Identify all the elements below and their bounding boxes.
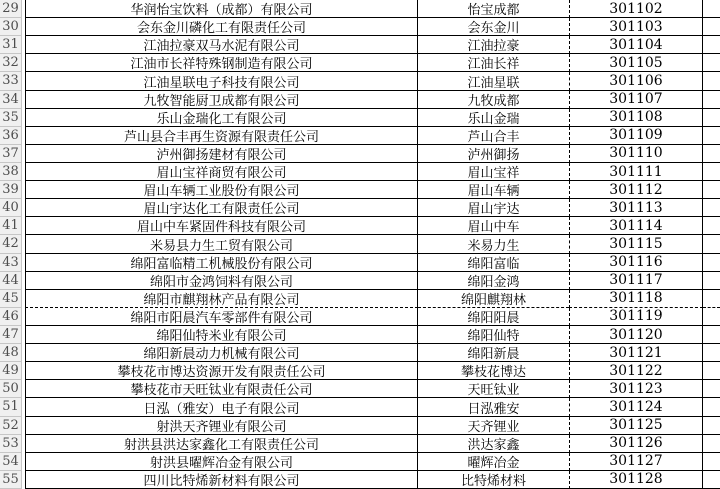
table-row <box>25 91 720 109</box>
row-header[interactable]: 50 <box>0 380 22 398</box>
code-cell[interactable]: 301128 <box>569 471 703 489</box>
code-cell[interactable]: 301102 <box>569 0 703 18</box>
empty-cell[interactable] <box>703 127 720 145</box>
table-row <box>25 72 720 90</box>
table-row <box>25 254 720 272</box>
short-name-cell[interactable]: 怡宝成都 <box>418 0 569 18</box>
empty-cell[interactable] <box>703 290 720 308</box>
code-cell[interactable]: 301108 <box>569 109 703 127</box>
code-cell[interactable]: 301119 <box>569 308 703 326</box>
empty-cell[interactable] <box>703 326 720 344</box>
company-name-cell[interactable]: 绵阳市阳晨汽车零部件有限公司 <box>25 308 418 326</box>
row-header[interactable]: 32 <box>0 54 22 72</box>
empty-cell[interactable] <box>703 54 720 72</box>
code-cell[interactable]: 301123 <box>569 380 703 398</box>
empty-cell[interactable] <box>703 235 720 253</box>
table-row <box>25 145 720 163</box>
row-header[interactable]: 46 <box>0 308 22 326</box>
empty-cell[interactable] <box>703 471 720 489</box>
table-row <box>25 380 720 398</box>
row-header[interactable]: 49 <box>0 362 22 380</box>
empty-cell[interactable] <box>703 344 720 362</box>
short-name-cell[interactable]: 绵阳阳晨 <box>418 308 569 326</box>
short-name-cell[interactable]: 比特烯材料 <box>418 471 569 489</box>
empty-cell[interactable] <box>703 308 720 326</box>
code-cell[interactable]: 301125 <box>569 417 703 435</box>
company-name-cell[interactable]: 乐山金瑞化工有限公司 <box>25 109 418 127</box>
table-row <box>25 344 720 362</box>
table-row <box>25 435 720 453</box>
short-name-cell[interactable]: 攀枝花博达 <box>418 362 569 380</box>
table-row <box>25 417 720 435</box>
short-name-cell[interactable]: 泸州御扬 <box>418 145 569 163</box>
code-cell[interactable]: 301104 <box>569 36 703 54</box>
empty-cell[interactable] <box>703 417 720 435</box>
company-name-cell[interactable]: 绵阳仙特米业有限公司 <box>25 326 418 344</box>
code-cell[interactable]: 301122 <box>569 362 703 380</box>
table-row <box>25 272 720 290</box>
code-cell[interactable]: 301117 <box>569 272 703 290</box>
short-name-cell[interactable]: 天齐锂业 <box>418 417 569 435</box>
empty-cell[interactable] <box>703 398 720 416</box>
empty-cell[interactable] <box>703 0 720 18</box>
empty-cell[interactable] <box>703 72 720 90</box>
short-name-cell[interactable]: 洪达家鑫 <box>418 435 569 453</box>
empty-cell[interactable] <box>703 163 720 181</box>
company-name-cell[interactable]: 米易县力生工贸有限公司 <box>25 235 418 253</box>
empty-cell[interactable] <box>703 272 720 290</box>
row-header[interactable]: 51 <box>0 398 22 416</box>
row-header[interactable]: 42 <box>0 235 22 253</box>
table-row <box>25 471 720 489</box>
short-name-cell[interactable]: 日泓雅安 <box>418 398 569 416</box>
company-name-cell[interactable]: 眉山宝祥商贸有限公司 <box>25 163 418 181</box>
short-name-cell[interactable]: 眉山中车 <box>418 217 569 235</box>
row-header[interactable]: 31 <box>0 36 22 54</box>
row-header[interactable]: 39 <box>0 181 22 199</box>
empty-cell[interactable] <box>703 217 720 235</box>
table-row <box>25 109 720 127</box>
empty-cell[interactable] <box>703 254 720 272</box>
table-row <box>25 163 720 181</box>
code-cell[interactable]: 301114 <box>569 217 703 235</box>
table-row <box>25 217 720 235</box>
row-header[interactable]: 44 <box>0 272 22 290</box>
row-header[interactable]: 37 <box>0 145 22 163</box>
short-name-cell[interactable]: 江油拉豪 <box>418 36 569 54</box>
short-name-cell[interactable]: 眉山车辆 <box>418 181 569 199</box>
company-name-cell[interactable]: 绵阳市麒翔林产品有限公司 <box>25 290 418 308</box>
company-name-cell[interactable]: 眉山车辆工业股份有限公司 <box>25 181 418 199</box>
row-header[interactable]: 36 <box>0 127 22 145</box>
table-row-page-break <box>25 290 720 308</box>
company-name-cell[interactable]: 会东金川磷化工有限责任公司 <box>25 18 418 36</box>
code-cell[interactable]: 301112 <box>569 181 703 199</box>
row-header[interactable]: 53 <box>0 435 22 453</box>
company-name-cell[interactable]: 四川比特烯新材料有限公司 <box>25 471 418 489</box>
empty-cell[interactable] <box>703 199 720 217</box>
table-row <box>25 326 720 344</box>
code-cell[interactable]: 301124 <box>569 398 703 416</box>
row-header[interactable]: 45 <box>0 290 22 308</box>
table-row <box>25 453 720 471</box>
code-cell[interactable]: 301126 <box>569 435 703 453</box>
company-name-cell[interactable]: 射洪天齐锂业有限公司 <box>25 417 418 435</box>
row-header-column <box>0 0 22 489</box>
short-name-cell[interactable]: 会东金川 <box>418 18 569 36</box>
code-cell[interactable]: 301107 <box>569 91 703 109</box>
row-header[interactable]: 33 <box>0 72 22 90</box>
short-name-cell[interactable]: 乐山金瑞 <box>418 109 569 127</box>
code-cell[interactable]: 301121 <box>569 344 703 362</box>
row-header[interactable]: 41 <box>0 217 22 235</box>
code-cell[interactable]: 301109 <box>569 127 703 145</box>
table-row <box>25 308 720 326</box>
table-row <box>25 235 720 253</box>
table-row <box>25 362 720 380</box>
short-name-cell[interactable]: 天旺钛业 <box>418 380 569 398</box>
short-name-cell[interactable]: 江油星联 <box>418 72 569 90</box>
short-name-cell[interactable]: 绵阳仙特 <box>418 326 569 344</box>
row-header[interactable]: 43 <box>0 254 22 272</box>
code-cell[interactable]: 301103 <box>569 18 703 36</box>
short-name-cell[interactable]: 芦山合丰 <box>418 127 569 145</box>
short-name-cell[interactable]: 绵阳新晨 <box>418 344 569 362</box>
company-name-cell[interactable]: 绵阳富临精工机械股份有限公司 <box>25 254 418 272</box>
company-name-cell[interactable]: 江油拉豪双马水泥有限公司 <box>25 36 418 54</box>
empty-cell[interactable] <box>703 362 720 380</box>
code-cell[interactable]: 301127 <box>569 453 703 471</box>
table-body <box>25 0 720 489</box>
short-name-cell[interactable]: 绵阳富临 <box>418 254 569 272</box>
empty-cell[interactable] <box>703 380 720 398</box>
table-row <box>25 398 720 416</box>
company-name-cell[interactable]: 眉山中车紧固件科技有限公司 <box>25 217 418 235</box>
empty-cell[interactable] <box>703 453 720 471</box>
short-name-cell[interactable]: 眉山宇达 <box>418 199 569 217</box>
code-cell[interactable]: 301118 <box>569 290 703 308</box>
code-cell[interactable]: 301115 <box>569 235 703 253</box>
row-header[interactable]: 54 <box>0 453 22 471</box>
company-name-cell[interactable]: 九牧智能厨卫成都有限公司 <box>25 91 418 109</box>
company-name-cell[interactable]: 射洪县洪达家鑫化工有限责任公司 <box>25 435 418 453</box>
code-cell[interactable]: 301106 <box>569 72 703 90</box>
short-name-cell[interactable]: 绵阳金鸿 <box>418 272 569 290</box>
company-name-cell[interactable]: 绵阳市金鸿饲料有限公司 <box>25 272 418 290</box>
code-cell[interactable]: 301105 <box>569 54 703 72</box>
table-row <box>25 199 720 217</box>
company-name-cell[interactable]: 华润怡宝饮料（成都）有限公司 <box>25 0 418 18</box>
empty-cell[interactable] <box>703 91 720 109</box>
code-cell[interactable]: 301120 <box>569 326 703 344</box>
company-name-cell[interactable]: 射洪县曜辉冶金有限公司 <box>25 453 418 471</box>
short-name-cell[interactable]: 曜辉冶金 <box>418 453 569 471</box>
code-cell[interactable]: 301111 <box>569 163 703 181</box>
empty-cell[interactable] <box>703 145 720 163</box>
company-name-cell[interactable]: 芦山县合丰再生资源有限责任公司 <box>25 127 418 145</box>
short-name-cell[interactable]: 江油长祥 <box>418 54 569 72</box>
empty-cell[interactable] <box>703 435 720 453</box>
short-name-cell[interactable]: 绵阳麒翔林 <box>418 290 569 308</box>
code-cell[interactable]: 301110 <box>569 145 703 163</box>
code-cell[interactable]: 301116 <box>569 254 703 272</box>
empty-cell[interactable] <box>703 18 720 36</box>
row-header[interactable]: 34 <box>0 91 22 109</box>
code-cell[interactable]: 301113 <box>569 199 703 217</box>
table-row <box>25 36 720 54</box>
empty-cell[interactable] <box>703 181 720 199</box>
company-name-cell[interactable]: 眉山宇达化工有限责任公司 <box>25 199 418 217</box>
table-row <box>25 18 720 36</box>
short-name-cell[interactable]: 米易力生 <box>418 235 569 253</box>
table-row <box>25 0 720 18</box>
company-name-cell[interactable]: 绵阳新晨动力机械有限公司 <box>25 344 418 362</box>
row-header[interactable]: 52 <box>0 417 22 435</box>
row-header[interactable]: 30 <box>0 18 22 36</box>
row-header[interactable]: 38 <box>0 163 22 181</box>
row-header[interactable]: 40 <box>0 199 22 217</box>
company-name-cell[interactable]: 江油星联电子科技有限公司 <box>25 72 418 90</box>
table-row <box>25 181 720 199</box>
table-row <box>25 127 720 145</box>
table-row <box>25 54 720 72</box>
company-name-cell[interactable]: 攀枝花市博达资源开发有限责任公司 <box>25 362 418 380</box>
short-name-cell[interactable]: 九牧成都 <box>418 91 569 109</box>
short-name-cell[interactable]: 眉山宝祥 <box>418 163 569 181</box>
company-name-cell[interactable]: 攀枝花市天旺钛业有限责任公司 <box>25 380 418 398</box>
row-header[interactable]: 35 <box>0 109 22 127</box>
row-header[interactable]: 55 <box>0 471 22 489</box>
company-name-cell[interactable]: 江油市长祥特殊钢制造有限公司 <box>25 54 418 72</box>
row-header[interactable]: 29 <box>0 0 22 18</box>
company-name-cell[interactable]: 日泓（雅安）电子有限公司 <box>25 398 418 416</box>
company-name-cell[interactable]: 泸州御扬建材有限公司 <box>25 145 418 163</box>
empty-cell[interactable] <box>703 109 720 127</box>
row-header[interactable]: 48 <box>0 344 22 362</box>
empty-cell[interactable] <box>703 36 720 54</box>
row-header[interactable]: 47 <box>0 326 22 344</box>
